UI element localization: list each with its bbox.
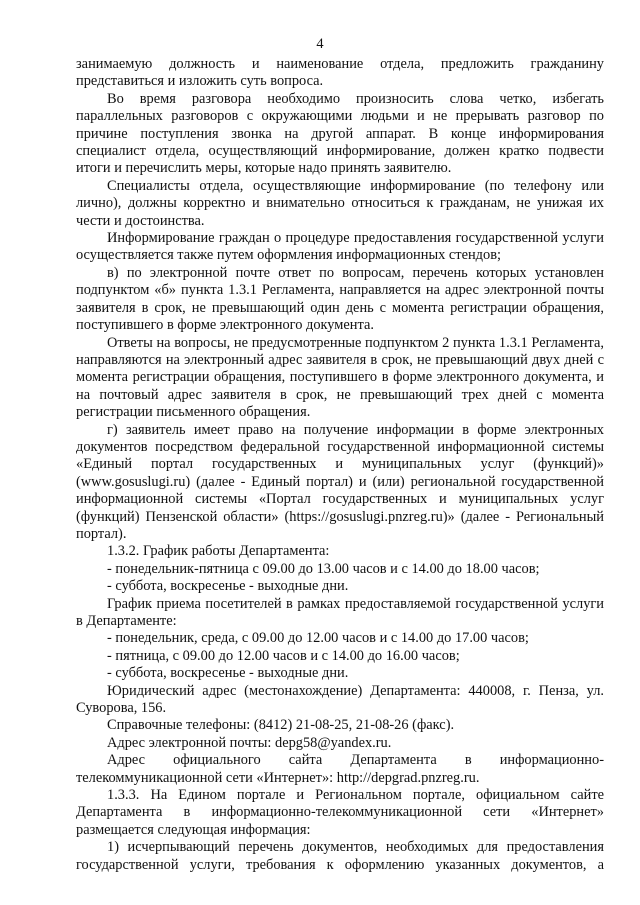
paragraph: Информирование граждан о процедуре предоставления государственной услуги осуществляется также путем оформления информационных стендов; [76, 230, 604, 264]
paragraph: Специалисты отдела, осуществляющие информирование (по телефону или лично), должны корректно и внимательно относиться к гражданам, не унижая их чести и достоинства. [76, 177, 604, 229]
list-item: - суббота, воскресенье - выходные дни. [107, 665, 349, 682]
page-number: 4 [316, 36, 324, 52]
section-heading: 1.3.2. График работы Департамента: [107, 543, 330, 560]
paragraph: г) заявитель имеет право на получение информации в форме электронных документов посредством федеральной государственной информационной системы «Единый портал государственных и муниципальных услуг (функций)» (www.gosuslugi.ru) (далее - Единый портал) и (или) региональной государственной информационной системы «Портал государственных и муниципальных услуг (функций) Пензенской области» (https://gosuslugi.pnzreg.ru)» (далее - Региональный портал). [76, 421, 604, 542]
paragraph: в) по электронной почте ответ по вопросам, перечень которых установлен подпунктом «б» пункта 1.3.1 Регламента, направляется на адрес электронной почты заявителя в срок, не превышающий один день с момента регистрации обращения, поступившего в форме электронного документа. [76, 264, 604, 334]
paragraph: 1) исчерпывающий перечень документов, необходимых для предоставления государственной услуги, требования к оформлению указанных документов, а [76, 839, 604, 873]
paragraph: Ответы на вопросы, не предусмотренные подпунктом 2 пункта 1.3.1 Регламента, направляются на электронный адрес заявителя в срок, не превышающий двух дней с момента регистрации обращения, поступившего в форме электронного документа, и на почтовый адрес заявителя в срок, не превышающий трех дней с момента регистрации письменного обращения. [76, 334, 604, 421]
paragraph: 1.3.3. На Едином портале и Региональном портале, официальном сайте Департамента в информационно-телекоммуникационной сети «Интернет» размещается следующая информация: [76, 787, 604, 838]
paragraph: График приема посетителей в рамках предоставляемой государственной услуги в Департаменте: [76, 595, 604, 629]
address-paragraph: Юридический адрес (местонахождение) Департамента: 440008, г. Пенза, ул. Суворова, 156. [76, 682, 604, 717]
list-item: - суббота, воскресенье - выходные дни. [107, 578, 349, 595]
email-paragraph: Адрес электронной почты: depg58@yandex.ru. [107, 734, 392, 751]
document-body [76, 56, 604, 874]
list-item: - понедельник, среда, с 09.00 до 12.00 часов и с 14.00 до 17.00 часов; [107, 630, 529, 647]
paragraph: Во время разговора необходимо произносить слова четко, избегать параллельных разговоров с окружающими людьми и не прерывать разговор по причине поступления звонка на другой аппарат. В конце информирования специалист отдела, осуществляющий информирование, должен кратко подвести итоги и перечислить меры, которые надо принять заявителю. [76, 90, 604, 177]
website-paragraph: Адрес официального сайта Департамента в информационно-телекоммуникационной сети «Интернет»: http://depgrad.pnzreg.ru. [76, 752, 604, 786]
paragraph: занимаемую должность и наименование отдела, предложить гражданину представиться и изложить суть вопроса. [76, 56, 604, 90]
phone-paragraph: Справочные телефоны: (8412) 21-08-25, 21-08-26 (факс). [107, 717, 455, 734]
list-item: - понедельник-пятница с 09.00 до 13.00 часов и с 14.00 до 18.00 часов; [107, 560, 540, 577]
list-item: - пятница, с 09.00 до 12.00 часов и с 14.00 до 16.00 часов; [107, 647, 460, 664]
